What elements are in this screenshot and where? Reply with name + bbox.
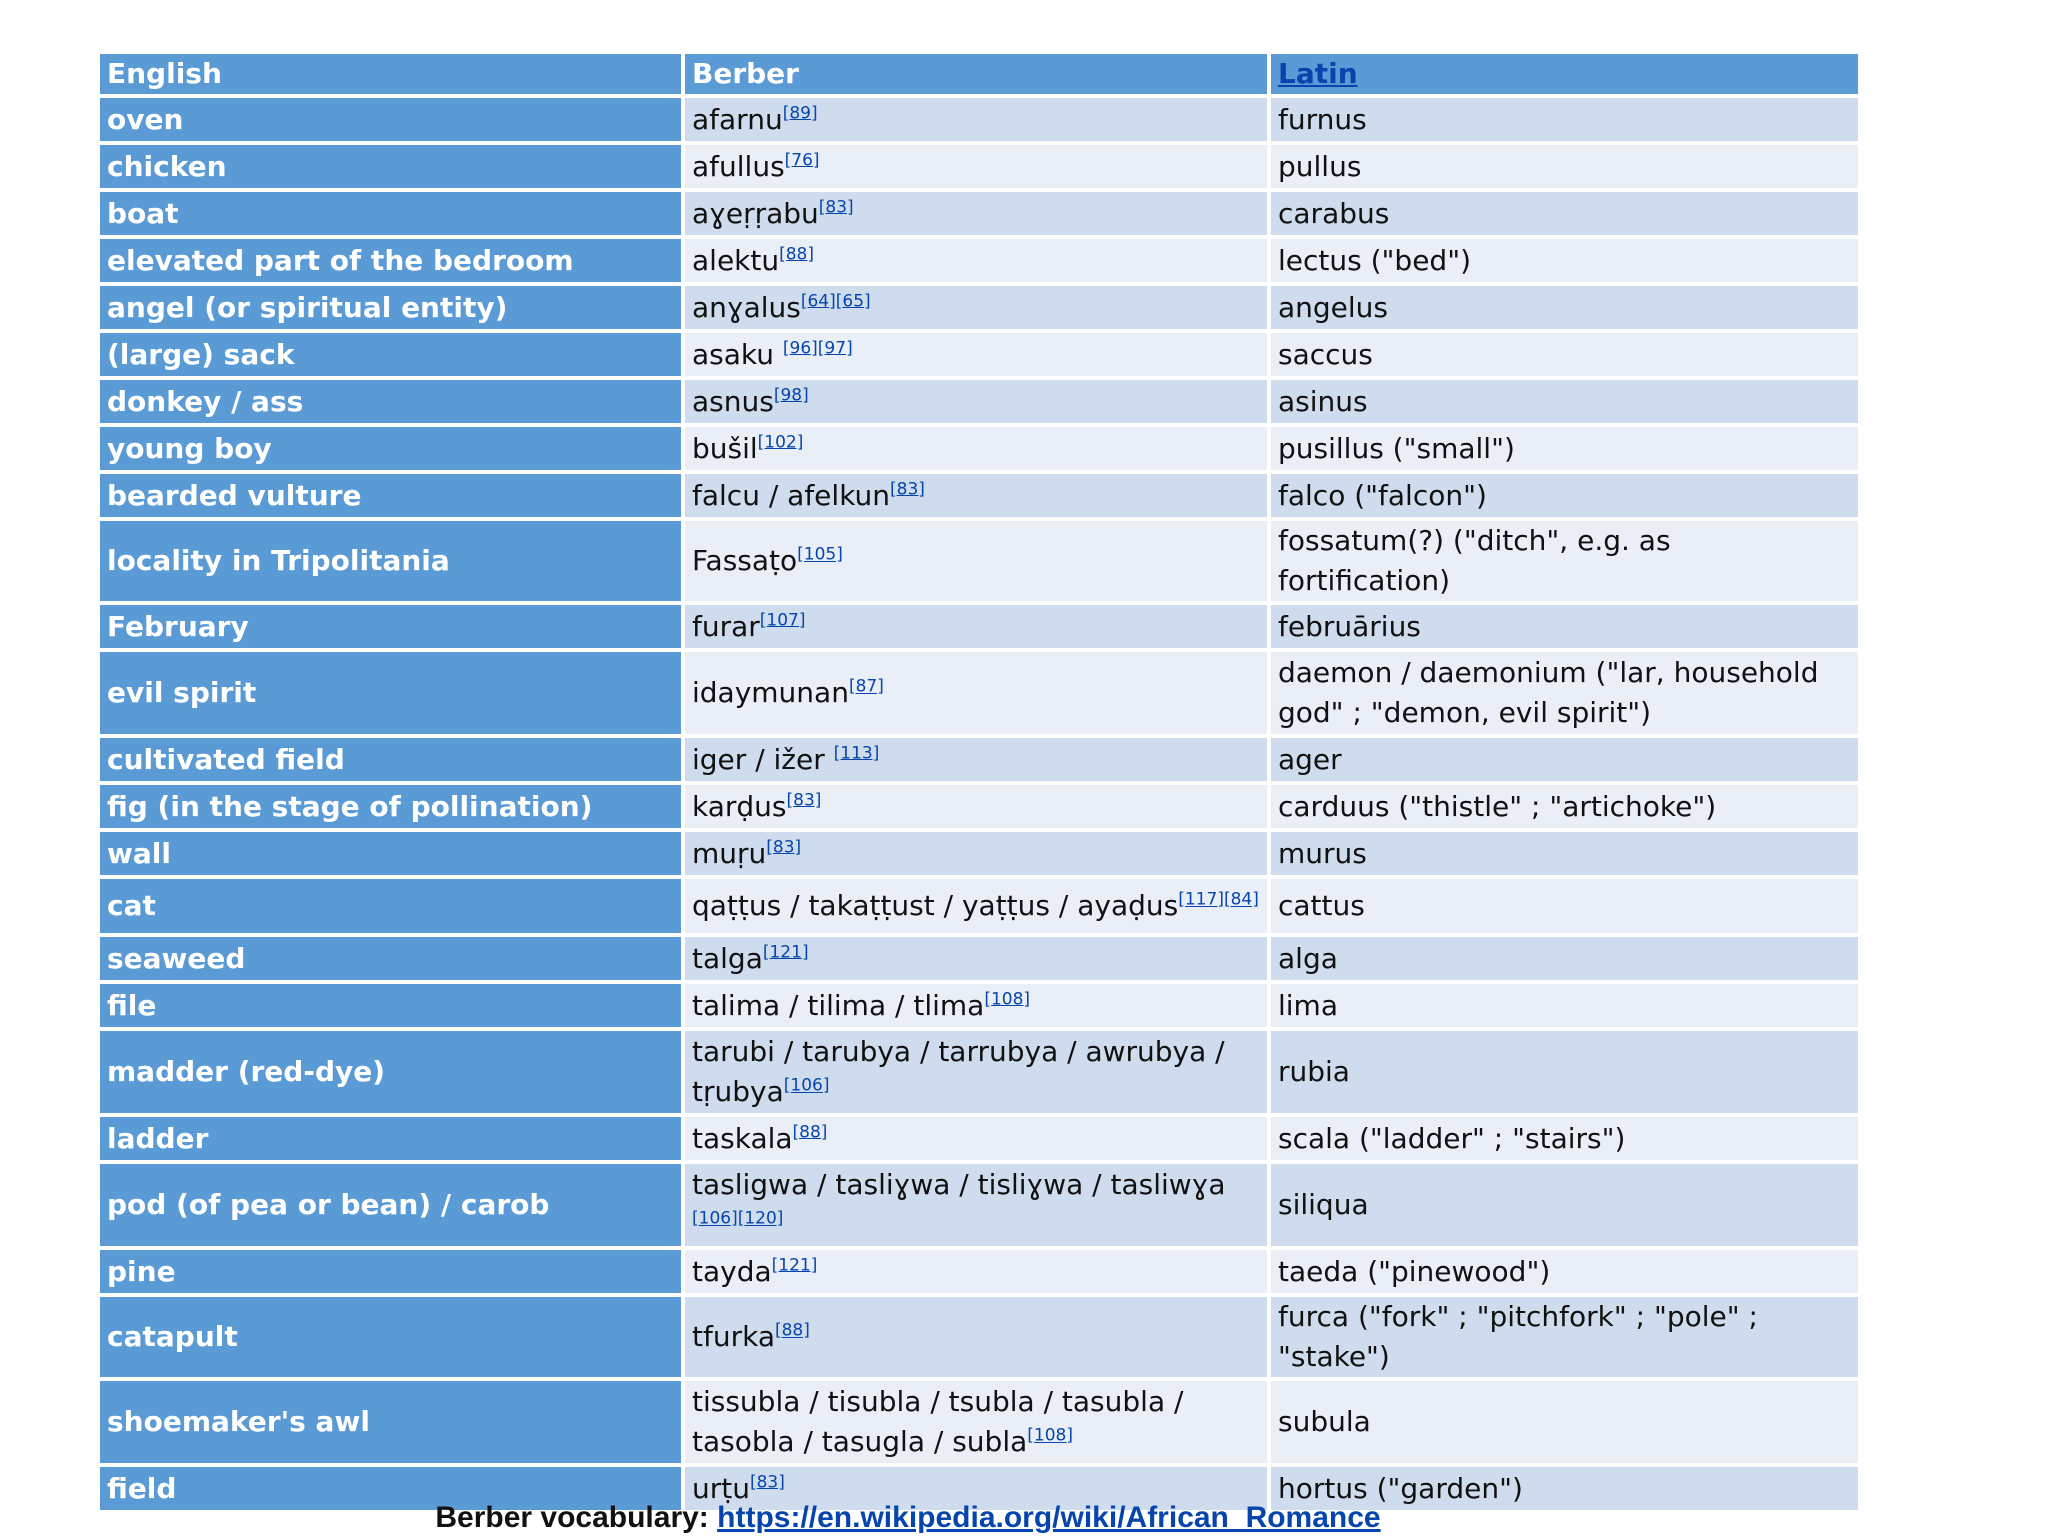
reference-link[interactable]: [83] [818, 197, 854, 218]
english-cell: field [100, 1467, 681, 1510]
table-row [100, 1250, 1858, 1293]
reference-link[interactable]: [83] [766, 837, 802, 858]
reference-link[interactable]: [105] [797, 544, 843, 565]
reference-link[interactable]: [121] [771, 1255, 818, 1276]
reference-link[interactable]: [88] [779, 244, 815, 265]
reference-link[interactable]: [83] [890, 479, 925, 500]
english-cell: evil spirit [100, 652, 681, 734]
berber-cell [685, 785, 1267, 828]
reference-link[interactable]: [96][97] [782, 338, 853, 359]
reference-link[interactable]: [113] [833, 743, 880, 764]
table-header [100, 54, 1858, 94]
english-cell: boat [100, 192, 681, 235]
english-cell: angel (or spiritual entity) [100, 286, 681, 329]
berber-cell [685, 1250, 1267, 1293]
reference-link[interactable]: [121] [762, 942, 809, 963]
table-body [100, 98, 1858, 1510]
table-row [100, 605, 1858, 648]
berber-cell [685, 1164, 1267, 1246]
latin-cell: lectus ("bed") [1271, 239, 1858, 282]
berber-cell [685, 239, 1267, 282]
table-row [100, 1117, 1858, 1160]
table-row [100, 984, 1858, 1027]
caption [0, 1500, 1816, 1536]
header-latin-link[interactable]: Latin [1271, 54, 1858, 94]
berber-word: Fassaṭo [692, 544, 798, 577]
english-cell: fig (in the stage of pollination) [100, 785, 681, 828]
berber-word: muṛu [692, 836, 767, 870]
latin-cell: ager [1271, 738, 1858, 781]
table-row [100, 380, 1858, 423]
latin-cell: fossatum(?) ("ditch", e.g. as fortification) [1271, 521, 1858, 601]
berber-word: tarubi / tarubya / tarrubya / awrubya / tṛubya [692, 1035, 1234, 1108]
berber-cell [685, 1117, 1267, 1160]
berber-cell [685, 1381, 1267, 1463]
latin-cell: murus [1271, 832, 1858, 875]
berber-cell [685, 474, 1267, 517]
berber-word: qaṭṭus / takaṭṭust / yaṭṭus / ayaḍus [692, 889, 1179, 922]
berber-cell [685, 145, 1267, 188]
table-row [100, 1381, 1858, 1463]
english-cell: wall [100, 832, 681, 875]
table-row [100, 738, 1858, 781]
header-berber: Berber [685, 54, 1267, 94]
table-row [100, 427, 1858, 470]
latin-cell: subula [1271, 1381, 1858, 1463]
english-cell: locality in Tripolitania [100, 521, 681, 601]
berber-word: tayda [692, 1254, 772, 1288]
table-row [100, 1031, 1858, 1113]
latin-cell: falco ("falcon") [1271, 474, 1858, 517]
table-row [100, 521, 1858, 601]
english-cell: pod (of pea or bean) / carob [100, 1164, 681, 1246]
berber-word: afarnu [692, 102, 783, 136]
english-cell: oven [100, 98, 681, 141]
table-row [100, 286, 1858, 329]
berber-cell [685, 286, 1267, 329]
english-cell: shoemaker's awl [100, 1381, 681, 1463]
berber-word: karḍus [692, 789, 787, 823]
table-row [100, 652, 1858, 734]
english-cell: cultivated field [100, 738, 681, 781]
berber-word: taskala [692, 1121, 793, 1155]
table-row [100, 192, 1858, 235]
reference-link[interactable]: [89] [782, 103, 818, 124]
latin-cell: asinus [1271, 380, 1858, 423]
english-cell: bearded vulture [100, 474, 681, 517]
berber-word: furar [692, 609, 760, 643]
english-cell: madder (red-dye) [100, 1031, 681, 1113]
table-row [100, 474, 1858, 517]
berber-word: falcu / afelkun [692, 478, 891, 512]
berber-cell [685, 333, 1267, 376]
table-row [100, 937, 1858, 980]
table-row [100, 98, 1858, 141]
table-row [100, 1164, 1858, 1246]
latin-cell: taeda ("pinewood") [1271, 1250, 1858, 1293]
latin-cell: rubia [1271, 1031, 1858, 1113]
berber-word: talga [692, 941, 763, 975]
berber-cell [685, 521, 1267, 601]
english-cell: file [100, 984, 681, 1027]
latin-cell: cattus [1271, 879, 1858, 933]
english-cell: chicken [100, 145, 681, 188]
table-row [100, 239, 1858, 282]
reference-link[interactable]: [64][65] [800, 291, 871, 312]
english-cell: ladder [100, 1117, 681, 1160]
table-row [100, 145, 1858, 188]
reference-link[interactable]: [76] [784, 150, 820, 171]
header-english: English [100, 54, 681, 94]
berber-word: aɣeṛṛabu [692, 196, 819, 230]
latin-cell: saccus [1271, 333, 1858, 376]
berber-cell [685, 605, 1267, 648]
berber-word: alektu [692, 243, 780, 277]
berber-word: asaku [692, 337, 783, 371]
reference-link[interactable]: [83] [786, 790, 822, 811]
berber-word: asnus [692, 384, 774, 418]
berber-cell [685, 937, 1267, 980]
header-row [100, 54, 1858, 94]
latin-cell: pullus [1271, 145, 1858, 188]
berber-word: talima / tilima / tlima [692, 988, 985, 1022]
reference-link[interactable]: [83] [749, 1472, 785, 1493]
reference-link[interactable]: [108] [1027, 1425, 1073, 1446]
latin-cell: furca ("fork" ; "pitchfork" ; "pole" ; "stake") [1271, 1297, 1858, 1377]
berber-word: anɣalus [692, 290, 801, 324]
reference-link[interactable]: [88] [792, 1122, 828, 1143]
berber-cell [685, 832, 1267, 875]
reference-link[interactable]: [106] [783, 1075, 830, 1096]
berber-cell [685, 192, 1267, 235]
reference-link[interactable]: [87] [848, 676, 884, 697]
table-row [100, 785, 1858, 828]
english-cell: cat [100, 879, 681, 933]
caption-label: Berber vocabulary: [435, 1501, 718, 1534]
latin-cell: siliqua [1271, 1164, 1858, 1246]
vocabulary-table [96, 50, 1862, 1514]
latin-cell: pusillus ("small") [1271, 427, 1858, 470]
latin-cell: hortus ("garden") [1271, 1467, 1858, 1510]
latin-cell: februārius [1271, 605, 1858, 648]
berber-cell [685, 427, 1267, 470]
berber-word: tissubla / tisubla / tsubla / tasubla / tasobla / tasugla / subla [692, 1385, 1193, 1458]
reference-link[interactable]: [88] [774, 1320, 810, 1341]
english-cell: catapult [100, 1297, 681, 1377]
english-cell: February [100, 605, 681, 648]
latin-cell: carduus ("thistle" ; "artichoke") [1271, 785, 1858, 828]
english-cell: elevated part of the bedroom [100, 239, 681, 282]
berber-cell [685, 1031, 1267, 1113]
english-cell: (large) sack [100, 333, 681, 376]
reference-link[interactable]: [107] [759, 610, 806, 631]
english-cell: young boy [100, 427, 681, 470]
berber-word: iger / ižer [692, 742, 834, 776]
berber-word: idaymunan [692, 676, 849, 709]
table-row [100, 1297, 1858, 1377]
reference-link[interactable]: [108] [984, 989, 1031, 1010]
berber-word: urṭu [692, 1471, 750, 1505]
latin-cell: furnus [1271, 98, 1858, 141]
reference-link[interactable]: [98] [773, 385, 809, 406]
latin-cell: carabus [1271, 192, 1858, 235]
english-cell: seaweed [100, 937, 681, 980]
berber-word: tasligwa / tasliɣwa / tisliɣwa / tasliwɣa [692, 1168, 1235, 1201]
table-row [100, 333, 1858, 376]
english-cell: pine [100, 1250, 681, 1293]
berber-cell [685, 98, 1267, 141]
latin-cell: scala ("ladder" ; "stairs") [1271, 1117, 1858, 1160]
berber-cell [685, 879, 1267, 933]
reference-link[interactable]: [106][120] [692, 1208, 784, 1229]
berber-word: bušil [692, 431, 758, 465]
reference-link[interactable]: [102] [757, 432, 804, 453]
berber-cell [685, 984, 1267, 1027]
reference-link[interactable]: [117][84] [1178, 889, 1259, 910]
english-cell: donkey / ass [100, 380, 681, 423]
berber-cell [685, 652, 1267, 734]
berber-word: tfurka [692, 1320, 775, 1353]
latin-cell: daemon / daemonium ("lar, household god" ; "demon, evil spirit") [1271, 652, 1858, 734]
berber-cell [685, 738, 1267, 781]
latin-cell: alga [1271, 937, 1858, 980]
latin-cell: angelus [1271, 286, 1858, 329]
table-row [100, 832, 1858, 875]
table-row [100, 879, 1858, 933]
berber-word: afullus [692, 149, 785, 183]
berber-cell [685, 380, 1267, 423]
berber-cell [685, 1297, 1267, 1377]
source-link[interactable]: https://en.wikipedia.org/wiki/African_Romance [717, 1501, 1381, 1534]
latin-cell: lima [1271, 984, 1858, 1027]
